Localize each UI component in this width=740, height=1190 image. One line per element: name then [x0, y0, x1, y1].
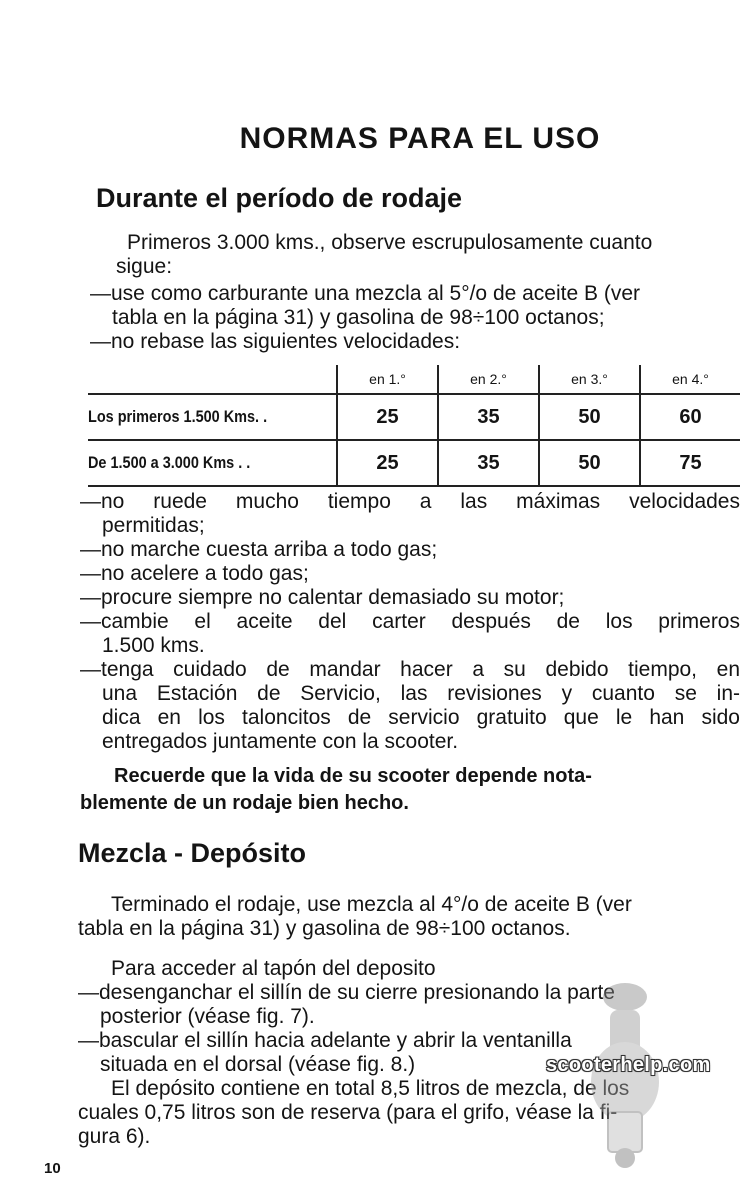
- list-item-continuation: entregados juntamente con la scooter.: [102, 730, 459, 753]
- list-item-continuation: una Estación de Servicio, las revisiones y cuanto se in-: [102, 682, 740, 705]
- page-title: NORMAS PARA EL USO: [239, 122, 601, 155]
- section-heading-mezcla: Mezcla - Depósito: [78, 838, 307, 868]
- text-line: Primeros 3.000 kms., observe escrupulosamente cuanto: [127, 231, 653, 254]
- intro-paragraph: [94, 231, 740, 279]
- list-item-continuation: posterior (véase fig. 7).: [100, 1005, 315, 1028]
- list-item-continuation: permitidas;: [102, 514, 205, 537]
- list-item: —no marche cuesta arriba a todo gas;: [80, 538, 438, 561]
- text-line: Terminado el rodaje, use mezcla al 4°/o de aceite B (ver: [111, 893, 632, 916]
- mezcla-paragraph: [78, 893, 738, 941]
- list-item-continuation: situada en el dorsal (véase fig. 8.): [100, 1053, 416, 1076]
- list-item: —use como carburante una mezcla al 5°/o de aceite B (ver: [90, 282, 641, 305]
- section-heading-rodaje: Durante el período de rodaje: [96, 183, 463, 213]
- list-item-continuation: 1.500 kms.: [102, 634, 205, 657]
- page-number: 10: [44, 1160, 61, 1177]
- column-header: en 2.°: [438, 365, 539, 394]
- list-item: —bascular el sillín hacia adelante y abrir la ventanilla: [78, 1029, 572, 1052]
- column-header: en 4.°: [640, 365, 740, 394]
- table-corner: [88, 365, 300, 394]
- table-cell: 60: [640, 394, 740, 440]
- text-line: Para acceder al tapón del deposito: [111, 957, 436, 980]
- table-row: [88, 394, 740, 440]
- text-line: gura 6).: [78, 1125, 151, 1148]
- table-cell: 50: [539, 394, 640, 440]
- table-cell: 50: [539, 440, 640, 486]
- row-label: Los primeros 1.500 Kms. .: [88, 394, 300, 440]
- rodaje-advice-list: [80, 490, 740, 754]
- speed-table: [88, 365, 740, 487]
- list-item: —no rebase las siguientes velocidades:: [90, 330, 461, 353]
- watermark-text: scooterhelp.com: [546, 1054, 711, 1076]
- rodaje-list: [90, 282, 740, 354]
- text-line: El depósito contiene en total 8,5 litros de mezcla, de los: [111, 1077, 630, 1100]
- list-item: —desenganchar el sillín de su cierre presionando la parte: [78, 981, 615, 1004]
- list-item: —cambie el aceite del carter después de los primeros: [80, 610, 740, 633]
- table-row: [88, 440, 740, 486]
- list-item-continuation: dica en los taloncitos de servicio gratuito que le han sido: [102, 706, 740, 729]
- rodaje-note: [80, 763, 736, 817]
- column-header: en 3.°: [539, 365, 640, 394]
- row-label: De 1.500 a 3.000 Kms . .: [88, 440, 300, 486]
- table-cell: 75: [640, 440, 740, 486]
- text-line: cuales 0,75 litros son de reserva (para el grifo, véase la fi-: [78, 1101, 618, 1124]
- list-item: —procure siempre no calentar demasiado su motor;: [80, 586, 565, 609]
- text-line: sigue:: [116, 255, 173, 278]
- note-line: Recuerde que la vida de su scooter depende nota-: [114, 765, 592, 787]
- table-header-row: [88, 365, 740, 394]
- table-cell: 25: [337, 394, 438, 440]
- list-item-continuation: tabla en la página 31) y gasolina de 98÷100 octanos;: [112, 306, 605, 329]
- table-cell: 25: [337, 440, 438, 486]
- list-item: —no acelere a todo gas;: [80, 562, 309, 585]
- text-line: tabla en la página 31) y gasolina de 98÷100 octanos.: [78, 917, 571, 940]
- table-cell: 35: [438, 394, 539, 440]
- note-line: blemente de un rodaje bien hecho.: [80, 792, 409, 814]
- table-cell: 35: [438, 440, 539, 486]
- list-item: —tenga cuidado de mandar hacer a su debido tiempo, en: [80, 658, 740, 681]
- list-item: —no ruede mucho tiempo a las máximas velocidades: [80, 490, 740, 513]
- column-header: en 1.°: [337, 365, 438, 394]
